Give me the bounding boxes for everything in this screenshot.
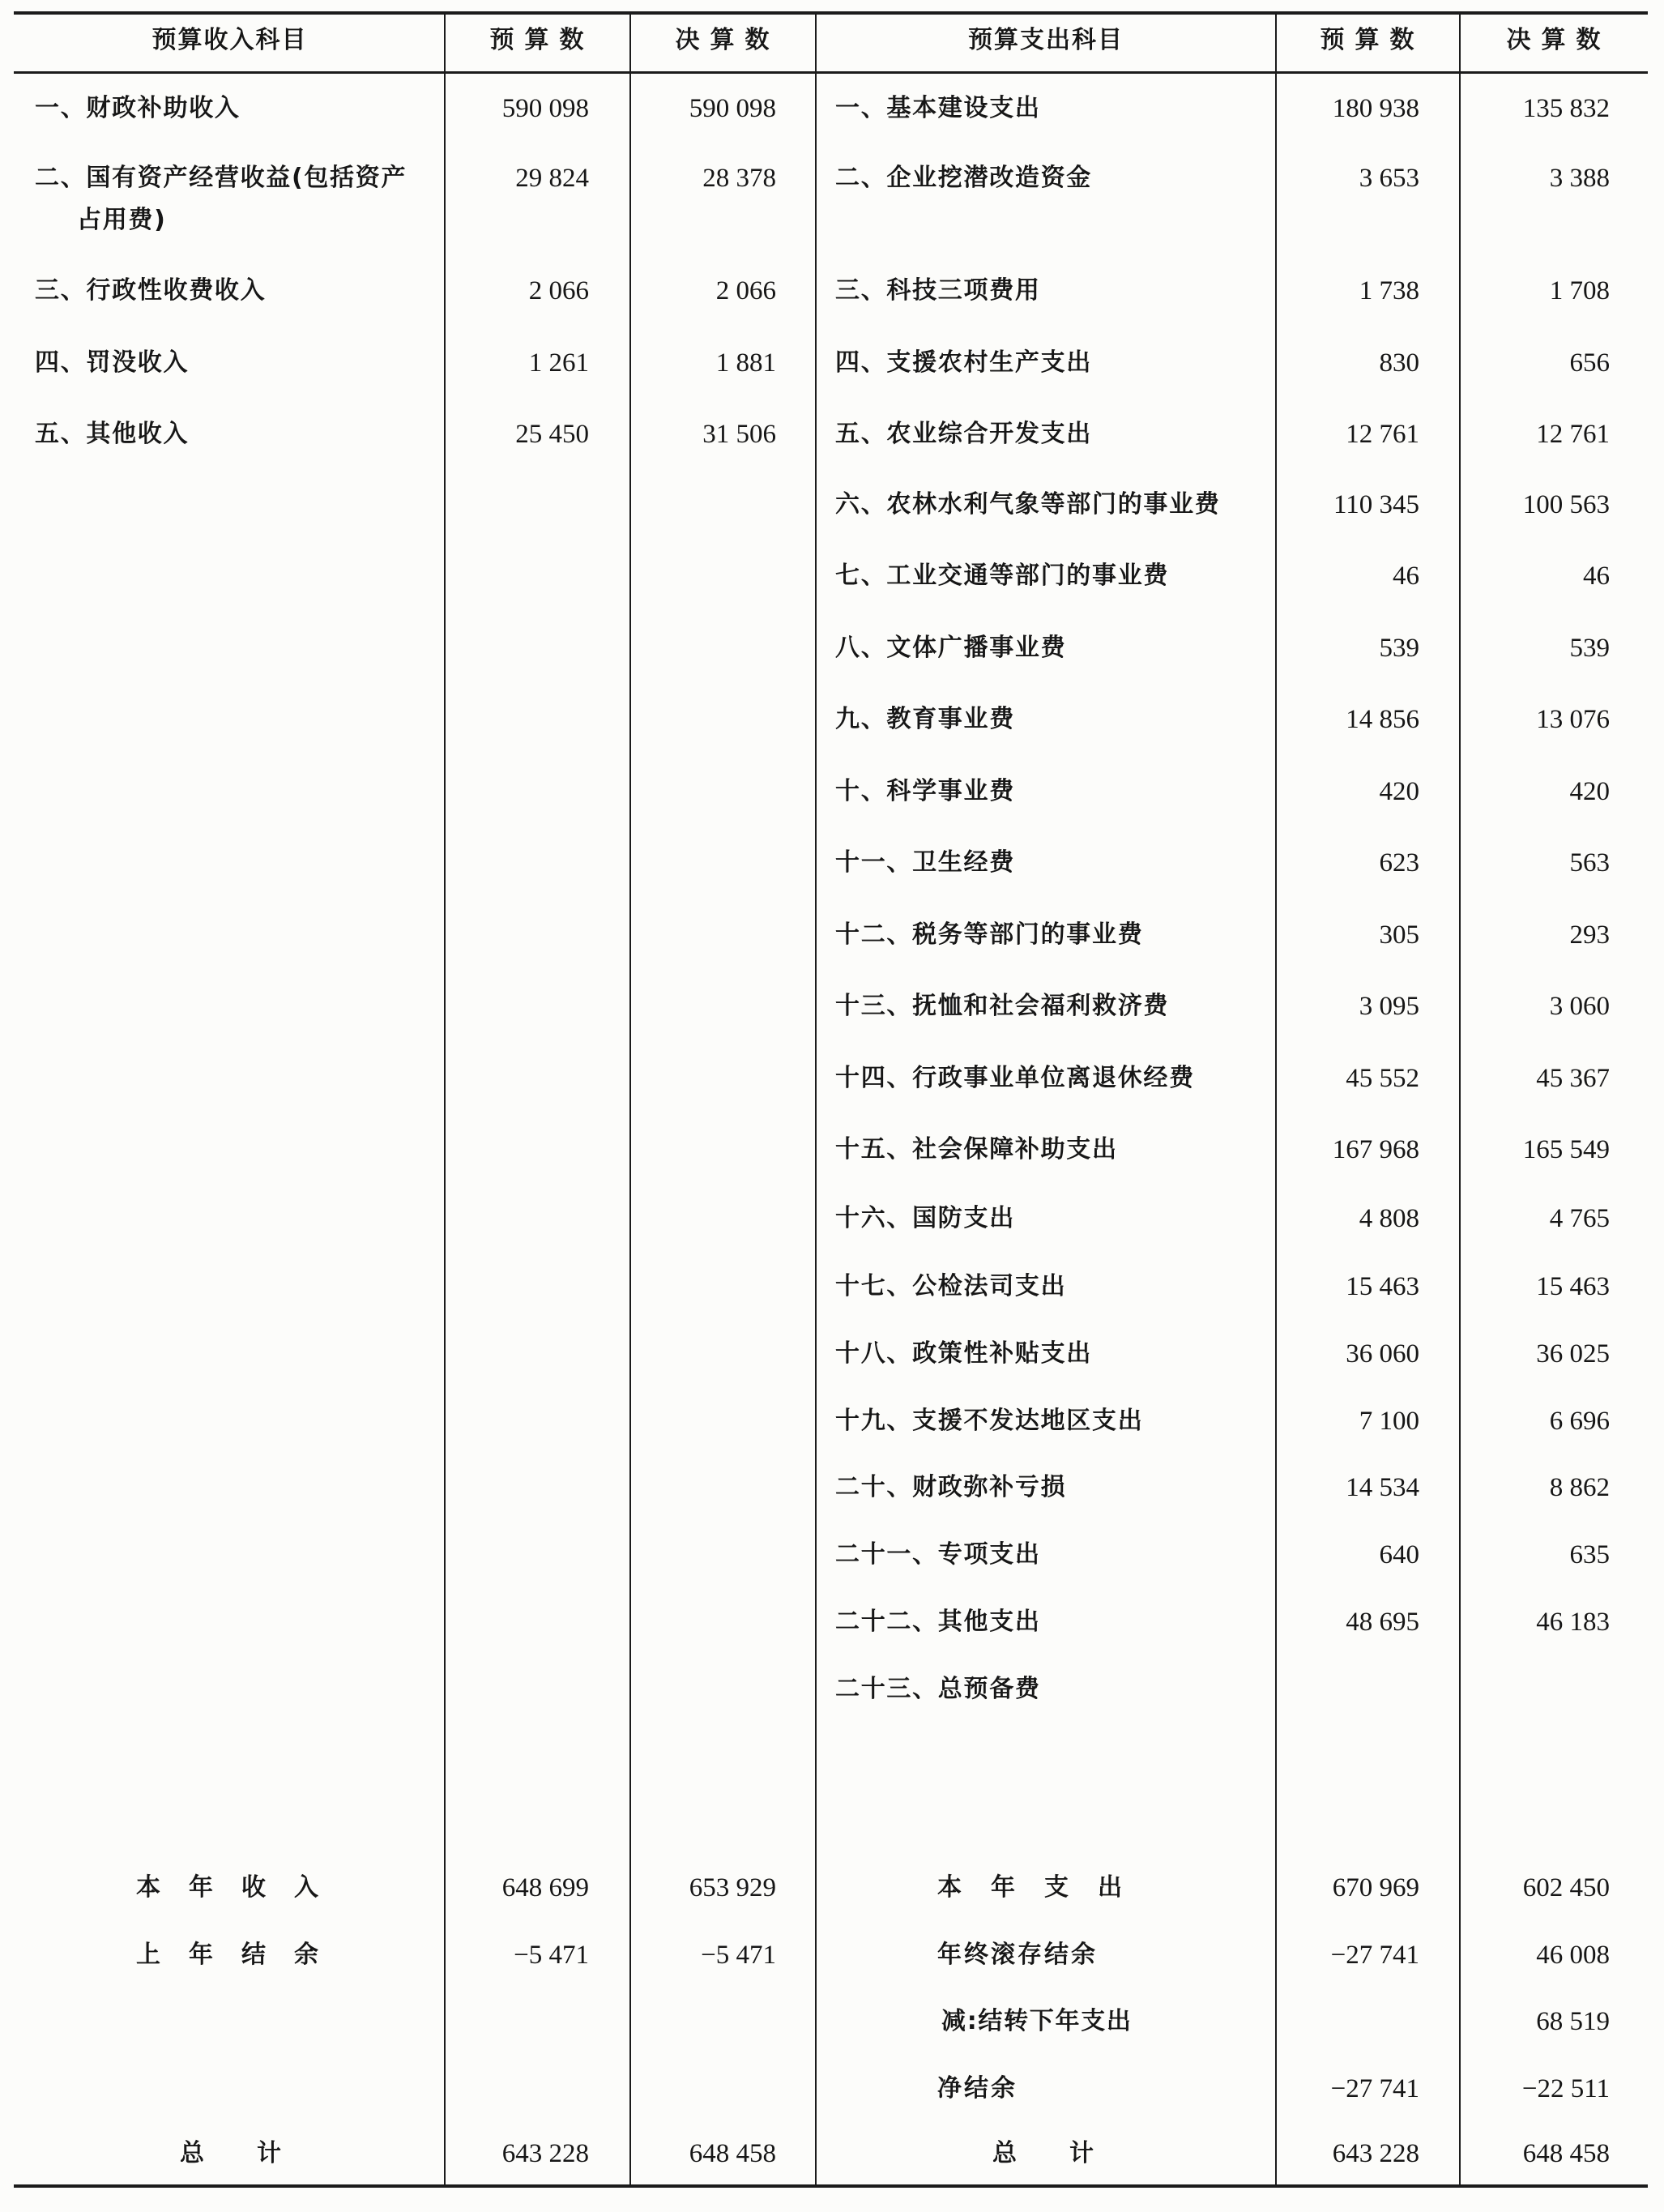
expense-item-budget: 4 808 <box>1359 1204 1419 1233</box>
income-item-budget: 25 450 <box>515 420 589 449</box>
expense-item-name: 十六、国防支出 <box>835 1204 1015 1232</box>
expense-item-final: 46 <box>1583 562 1610 591</box>
income-total-final: 648 458 <box>689 2139 776 2168</box>
table-row <box>14 1400 1648 1442</box>
table-row <box>14 698 1648 741</box>
expense-item-name: 五、农业综合开发支出 <box>835 420 1092 448</box>
header-row <box>14 19 1648 62</box>
expense-item-budget: 48 695 <box>1346 1608 1419 1637</box>
column-divider <box>1275 11 1277 2188</box>
expense-item-final: 6 696 <box>1549 1407 1610 1436</box>
header-expense-subject: 预算支出科目 <box>968 26 1124 54</box>
expense-summary-label: 净结余 <box>937 2074 1018 2103</box>
header-expense-budget: 预算数 <box>1320 26 1425 54</box>
expense-item-final: 635 <box>1569 1540 1610 1569</box>
table-row <box>14 270 1648 312</box>
expense-total-final: 648 458 <box>1522 2139 1610 2168</box>
expense-item-name: 十三、抚恤和社会福利救济费 <box>835 992 1170 1020</box>
income-summary-label: 上年结余 <box>136 1941 347 1969</box>
expense-item-budget: 167 968 <box>1332 1135 1419 1164</box>
expense-item-name: 一、基本建设支出 <box>835 94 1041 122</box>
income-item-final: 28 378 <box>702 164 776 193</box>
expense-item-final: 420 <box>1569 777 1610 806</box>
header-income-subject: 预算收入科目 <box>151 26 308 54</box>
expense-item-budget: 180 938 <box>1332 94 1419 123</box>
expense-summary-budget: −27 741 <box>1330 1941 1419 1970</box>
expense-item-name: 二十三、总预备费 <box>835 1675 1041 1703</box>
income-item-final: 590 098 <box>689 94 776 123</box>
income-summary-budget: 648 699 <box>501 1873 589 1902</box>
expense-item-budget: 1 738 <box>1359 276 1419 305</box>
expense-summary-final: 602 450 <box>1522 1873 1610 1902</box>
bottom-rule <box>14 2184 1648 2188</box>
expense-item-name: 十、科学事业费 <box>835 777 1015 805</box>
expense-item-name: 八、文体广播事业费 <box>835 634 1067 662</box>
table-row <box>14 88 1648 130</box>
expense-item-final: 539 <box>1569 634 1610 663</box>
summary-row <box>14 2001 1648 2043</box>
table-row <box>14 842 1648 884</box>
income-item-name-continued: 占用费) <box>77 206 167 234</box>
expense-item-name: 十七、公检法司支出 <box>835 1272 1067 1300</box>
table-row <box>14 1668 1648 1710</box>
table-row <box>14 484 1648 526</box>
expense-item-name: 二十一、专项支出 <box>835 1540 1041 1569</box>
expense-item-budget: 14 534 <box>1346 1473 1419 1502</box>
header-expense-final: 决算数 <box>1506 26 1611 54</box>
expense-summary-final: −22 511 <box>1521 2074 1610 2103</box>
expense-item-budget: 15 463 <box>1346 1272 1419 1301</box>
table-row <box>14 1333 1648 1375</box>
income-item-name: 四、罚没收入 <box>35 348 190 377</box>
expense-item-name: 七、工业交通等部门的事业费 <box>835 562 1170 590</box>
expense-item-name: 十二、税务等部门的事业费 <box>835 920 1144 949</box>
expense-item-final: 293 <box>1569 920 1610 950</box>
column-divider <box>629 11 631 2188</box>
header-income-final: 决算数 <box>675 26 780 54</box>
expense-item-name: 四、支援农村生产支出 <box>835 348 1092 377</box>
table-row <box>14 1198 1648 1240</box>
table-row <box>14 914 1648 956</box>
table-row <box>14 627 1648 669</box>
expense-item-budget: 3 653 <box>1359 164 1419 193</box>
expense-item-final: 36 025 <box>1536 1339 1610 1369</box>
header-income-budget: 预算数 <box>489 26 595 54</box>
income-item-budget: 1 261 <box>528 348 589 378</box>
expense-item-budget: 110 345 <box>1333 490 1419 519</box>
income-item-name: 一、财政补助收入 <box>35 94 241 122</box>
expense-summary-final: 68 519 <box>1536 2007 1610 2036</box>
income-summary-final: 653 929 <box>689 1873 776 1902</box>
expense-item-budget: 46 <box>1393 562 1419 591</box>
expense-total-label: 总计 <box>992 2139 1146 2167</box>
summary-row <box>14 1867 1648 1909</box>
table-row <box>14 1601 1648 1643</box>
income-total-label: 总计 <box>180 2139 334 2167</box>
expense-item-budget: 420 <box>1379 777 1419 806</box>
expense-item-name: 九、教育事业费 <box>835 705 1015 733</box>
expense-item-budget: 539 <box>1379 634 1419 663</box>
expense-summary-budget: 670 969 <box>1332 1873 1419 1902</box>
income-item-final: 2 066 <box>715 276 776 305</box>
income-item-name: 五、其他收入 <box>35 420 190 448</box>
income-item-budget: 29 824 <box>515 164 589 193</box>
column-divider <box>1459 11 1461 2188</box>
expense-item-budget: 36 060 <box>1346 1339 1419 1369</box>
table-row <box>14 1467 1648 1509</box>
table-row <box>14 1266 1648 1308</box>
table-row <box>14 157 1648 234</box>
expense-item-final: 165 549 <box>1522 1135 1610 1164</box>
expense-item-budget: 830 <box>1379 348 1419 378</box>
table-row <box>14 985 1648 1027</box>
expense-item-name: 二十、财政弥补亏损 <box>835 1473 1067 1501</box>
expense-item-final: 4 765 <box>1549 1204 1610 1233</box>
income-item-budget: 2 066 <box>528 276 589 305</box>
income-item-name: 三、行政性收费收入 <box>35 276 267 305</box>
table-row <box>14 1534 1648 1576</box>
income-item-final: 31 506 <box>702 420 776 449</box>
expense-item-budget: 7 100 <box>1359 1407 1419 1436</box>
column-divider <box>444 11 446 2188</box>
expense-item-budget: 12 761 <box>1346 420 1419 449</box>
expense-item-name: 十四、行政事业单位离退休经费 <box>835 1064 1195 1092</box>
expense-item-final: 8 862 <box>1549 1473 1610 1502</box>
expense-item-budget: 3 095 <box>1359 992 1419 1021</box>
column-divider <box>815 11 817 2188</box>
expense-item-name: 十五、社会保障补助支出 <box>835 1135 1118 1164</box>
income-summary-label: 本年收入 <box>136 1873 347 1902</box>
expense-item-budget: 14 856 <box>1346 705 1419 734</box>
table-row <box>14 771 1648 813</box>
table-row <box>14 555 1648 597</box>
total-row <box>14 2133 1648 2175</box>
top-rule <box>14 11 1648 15</box>
expense-item-budget: 45 552 <box>1346 1064 1419 1093</box>
expense-item-budget: 640 <box>1379 1540 1419 1569</box>
expense-summary-label: 本年支出 <box>937 1873 1151 1902</box>
expense-summary-label: 年终滚存结余 <box>937 1941 1098 1969</box>
expense-item-final: 1 708 <box>1549 276 1610 305</box>
expense-item-final: 13 076 <box>1536 705 1610 734</box>
summary-row <box>14 2068 1648 2110</box>
expense-total-budget: 643 228 <box>1332 2139 1419 2168</box>
expense-item-name: 二、企业挖潜改造资金 <box>835 164 1092 192</box>
summary-row <box>14 1934 1648 1976</box>
expense-item-name: 十八、政策性补贴支出 <box>835 1339 1092 1368</box>
expense-item-budget: 623 <box>1379 848 1419 878</box>
expense-item-final: 46 183 <box>1536 1608 1610 1637</box>
expense-item-name: 十一、卫生经费 <box>835 848 1015 877</box>
expense-item-final: 3 388 <box>1549 164 1610 193</box>
expense-item-final: 3 060 <box>1549 992 1610 1021</box>
income-summary-budget: −5 471 <box>514 1941 589 1970</box>
expense-item-budget: 305 <box>1379 920 1419 950</box>
income-item-name: 二、国有资产经营收益(包括资产 <box>35 164 407 192</box>
expense-summary-budget: −27 741 <box>1330 2074 1419 2103</box>
expense-item-final: 15 463 <box>1536 1272 1610 1301</box>
income-item-final: 1 881 <box>715 348 776 378</box>
expense-item-name: 十九、支援不发达地区支出 <box>835 1407 1144 1435</box>
expense-item-name: 二十二、其他支出 <box>835 1608 1041 1636</box>
expense-item-name: 三、科技三项费用 <box>835 276 1041 305</box>
expense-item-final: 100 563 <box>1522 490 1610 519</box>
table-row <box>14 413 1648 455</box>
expense-item-name: 六、农林水利气象等部门的事业费 <box>835 490 1221 519</box>
expense-summary-final: 46 008 <box>1536 1941 1610 1970</box>
expense-item-final: 656 <box>1569 348 1610 378</box>
header-rule <box>14 71 1648 74</box>
income-total-budget: 643 228 <box>501 2139 589 2168</box>
expense-item-final: 563 <box>1569 848 1610 878</box>
expense-item-final: 45 367 <box>1536 1064 1610 1093</box>
table-row <box>14 1129 1648 1171</box>
table-row <box>14 342 1648 384</box>
table-row <box>14 1057 1648 1100</box>
income-summary-final: −5 471 <box>701 1941 776 1970</box>
expense-item-final: 12 761 <box>1536 420 1610 449</box>
income-item-budget: 590 098 <box>501 94 589 123</box>
expense-summary-label: 减:结转下年支出 <box>941 2007 1133 2035</box>
expense-item-final: 135 832 <box>1522 94 1610 123</box>
